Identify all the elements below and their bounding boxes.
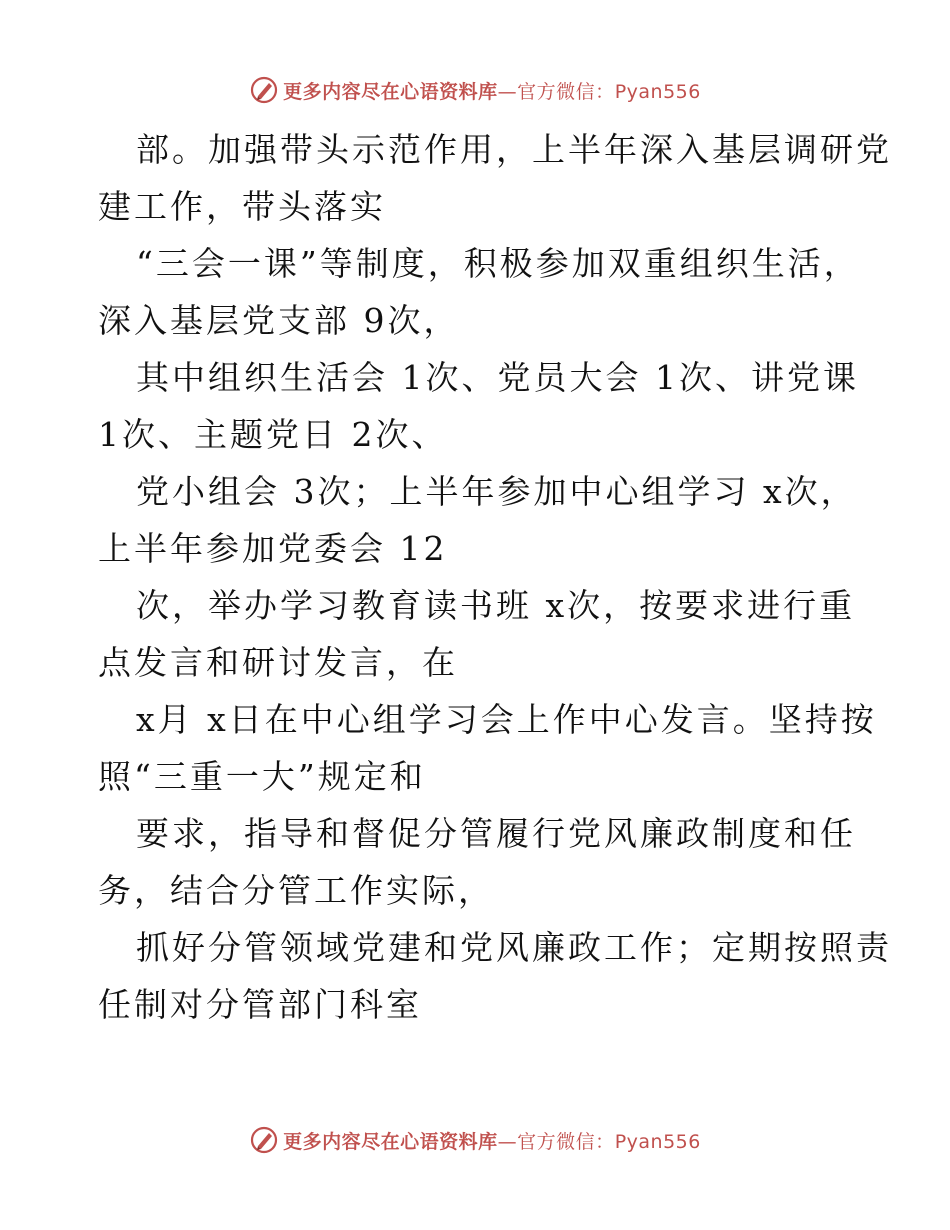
body-line-15: 抓好分管领域党建和党风廉政工作；定期按照责 bbox=[136, 928, 892, 967]
body-line-16: 任制对分管部门科室 bbox=[98, 985, 422, 1024]
header-separator: — bbox=[497, 80, 518, 103]
body-line-7: 党小组会 3次；上半年参加中心组学习 x次， bbox=[136, 472, 857, 511]
body-line-6: 1次、主题党日 2次、 bbox=[98, 415, 448, 454]
body-line-9: 次，举办学习教育读书班 x次，按要求进行重 bbox=[136, 586, 856, 625]
body-line-10: 点发言和研讨发言，在 bbox=[98, 643, 458, 682]
body-line-14: 务，结合分管工作实际， bbox=[98, 871, 494, 910]
footer-separator: — bbox=[497, 1130, 518, 1153]
footer-banner bbox=[0, 1120, 950, 1160]
header-banner bbox=[0, 70, 950, 110]
body-line-13: 要求，指导和督促分管履行党风廉政制度和任 bbox=[136, 814, 856, 853]
body-line-5: 其中组织生活会 1次、党员大会 1次、讲党课 bbox=[136, 358, 859, 397]
header-contact-id: Pyan556 bbox=[614, 80, 701, 103]
body-line-4: 深入基层党支部 9次， bbox=[98, 301, 460, 340]
footer-site-name: 更多内容尽在心语资料库 bbox=[283, 1130, 498, 1153]
footer-banner-text bbox=[283, 1127, 701, 1154]
footer-contact-id: Pyan556 bbox=[614, 1130, 701, 1153]
header-banner-text bbox=[283, 77, 701, 104]
body-line-8: 上半年参加党委会 12 bbox=[98, 529, 448, 568]
body-line-2: 建工作，带头落实 bbox=[98, 187, 386, 226]
body-line-3: “三会一课”等制度，积极参加双重组织生活， bbox=[136, 244, 860, 283]
pen-logo-icon bbox=[249, 1125, 279, 1155]
footer-contact-label: 官方微信： bbox=[517, 1130, 615, 1153]
body-line-11: x月 x日在中心组学习会上作中心发言。坚持按 bbox=[136, 700, 877, 739]
body-line-12: 照“三重一大”规定和 bbox=[98, 757, 426, 796]
header-contact-label: 官方微信： bbox=[517, 80, 615, 103]
header-site-name: 更多内容尽在心语资料库 bbox=[283, 80, 498, 103]
pen-logo-icon bbox=[249, 75, 279, 105]
body-line-1: 部。加强带头示范作用，上半年深入基层调研党 bbox=[136, 130, 892, 169]
